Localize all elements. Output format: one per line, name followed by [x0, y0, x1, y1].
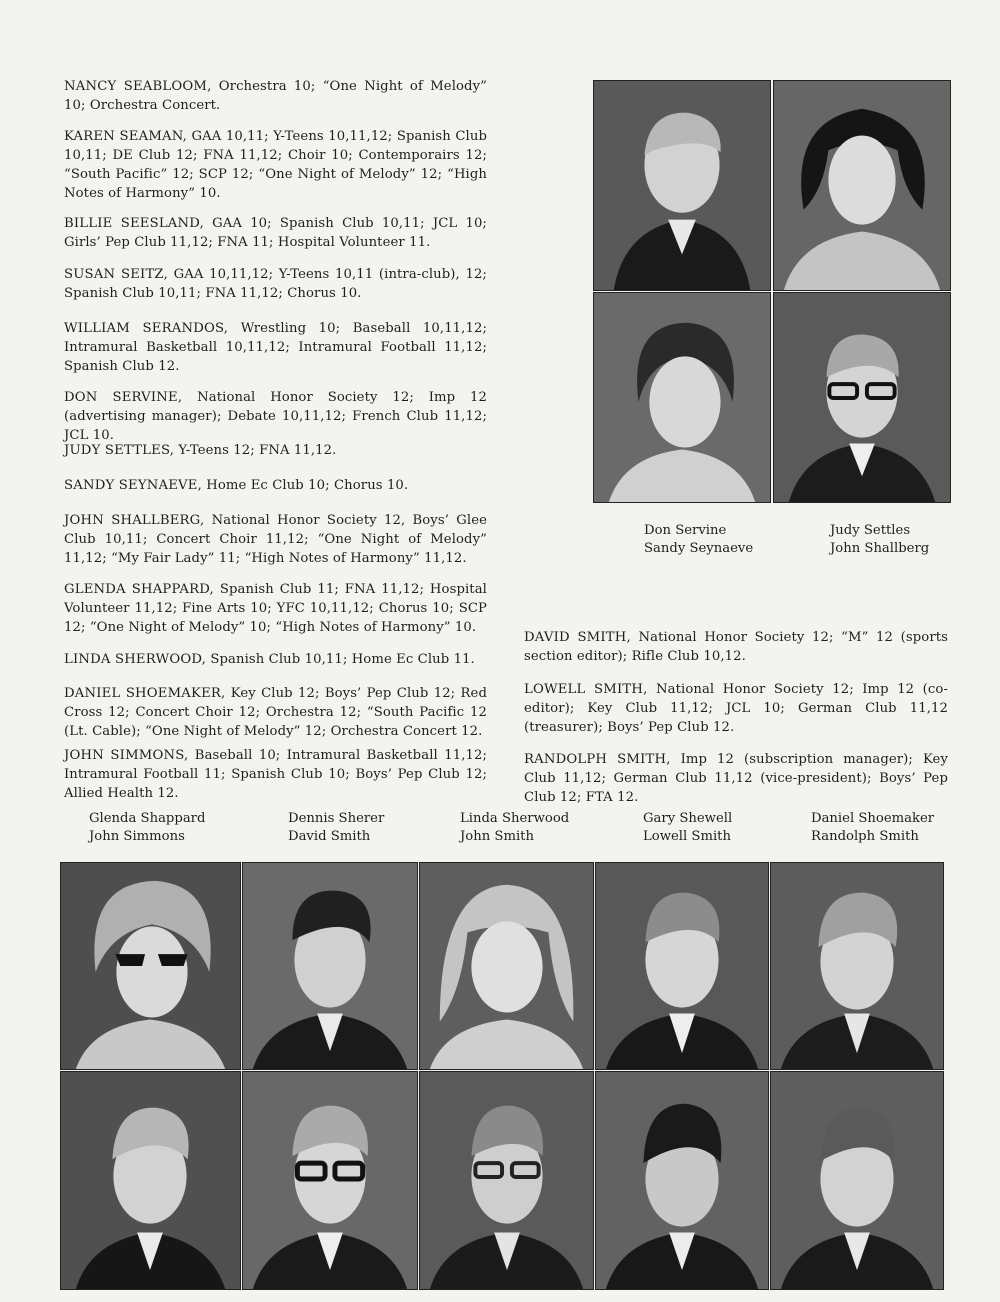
caption-line-1: Daniel Shoemaker	[811, 811, 935, 826]
caption-bottom-2	[288, 810, 384, 846]
portrait-john-shallberg	[773, 292, 951, 503]
bio-billie-seesland: BILLIE SEESLAND, GAA 10; Spanish Club 10,11; JCL 10; Girls’ Pep Club 11,12; FNA 11; Hospital Volunteer 11.	[64, 216, 487, 250]
caption-line-2: Lowell Smith	[643, 829, 731, 844]
portrait-dennis-sherer	[242, 862, 418, 1070]
portrait-david-smith	[242, 1071, 418, 1290]
portrait-daniel-shoemaker	[770, 862, 944, 1070]
portrait-gary-shewell	[595, 862, 769, 1070]
caption-line-1: Glenda Shappard	[89, 811, 206, 826]
bio-randolph-smith: RANDOLPH SMITH, Imp 12 (subscription manager); Key Club 11,12; German Club 11,12 (vice-president); Boys’ Pep Club 12; FTA 12.	[524, 752, 948, 805]
bio-william-serandos: WILLIAM SERANDOS, Wrestling 10; Baseball 10,11,12; Intramural Basketball 10,11,12; Intramural Football 11,12; Spanish Club 12.	[64, 321, 487, 374]
portrait-john-smith	[419, 1071, 594, 1290]
caption-line-1: Don Servine	[644, 523, 727, 538]
caption-line-1: Linda Sherwood	[460, 811, 570, 826]
bio-daniel-shoemaker: DANIEL SHOEMAKER, Key Club 12; Boys’ Pep Club 12; Red Cross 12; Concert Choir 12; Orchestra 12; “South Pacific 12 (Lt. Cable); “One Night of Melody” 12; Orchestra Concert 12.	[64, 686, 487, 739]
bio-john-shallberg: JOHN SHALLBERG, National Honor Society 12, Boys’ Glee Club 10,11; Concert Choir 11,12; “One Night of Melody” 11,12; “My Fair Lady” 11; “High Notes of Harmony” 11,12.	[64, 513, 488, 566]
portrait-linda-sherwood	[419, 862, 594, 1070]
caption-line-1: Gary Shewell	[643, 811, 733, 826]
caption-top-2	[830, 522, 929, 558]
bio-nancy-seabloom: NANCY SEABLOOM, Orchestra 10; “One Night of Melody” 10; Orchestra Concert.	[64, 79, 487, 113]
caption-line-2: Randolph Smith	[811, 829, 919, 844]
bio-karen-seaman: KAREN SEAMAN, GAA 10,11; Y-Teens 10,11,12; Spanish Club 10,11; DE Club 12; FNA 11,12; Choir 10; Contemporairs 12; “South Pacific” 12; SCP 12; “One Night of Melody” 12; “High Notes of Harmony” 10.	[64, 129, 487, 201]
bio-john-simmons: JOHN SIMMONS, Baseball 10; Intramural Basketball 11,12; Intramural Football 11; Spanish Club 10; Boys’ Pep Club 12; Allied Health 12.	[64, 748, 488, 801]
caption-line-2: John Simmons	[89, 829, 185, 844]
caption-line-1: Judy Settles	[830, 523, 911, 538]
bio-lowell-smith: LOWELL SMITH, National Honor Society 12; Imp 12 (co-editor); Key Club 11,12; JCL 10; German Club 11,12 (treasurer); Boys’ Pep Club 12.	[524, 682, 948, 735]
bio-judy-settles: JUDY SETTLES, Y-Teens 12; FNA 11,12.	[64, 443, 337, 458]
portrait-john-simmons	[60, 1071, 241, 1290]
caption-top-1	[644, 522, 753, 558]
portrait-glenda-shappard	[60, 862, 241, 1070]
portrait-judy-settles	[773, 80, 951, 291]
bio-david-smith: DAVID SMITH, National Honor Society 12; “M” 12 (sports section editor); Rifle Club 10,12.	[524, 630, 948, 664]
portrait-randolph-smith	[770, 1071, 944, 1290]
caption-bottom-4	[643, 810, 732, 846]
portrait-sandy-seynaeve	[593, 292, 771, 503]
caption-bottom-1	[89, 810, 205, 846]
bio-don-servine: DON SERVINE, National Honor Society 12; Imp 12 (advertising manager); Debate 10,11,12; French Club 11,12; JCL 10.	[64, 390, 487, 443]
portrait-don-servine	[593, 80, 771, 291]
caption-bottom-3	[460, 810, 569, 846]
caption-line-2: John Shallberg	[830, 541, 930, 556]
bio-linda-sherwood: LINDA SHERWOOD, Spanish Club 10,11; Home Ec Club 11.	[64, 652, 475, 667]
bio-susan-seitz: SUSAN SEITZ, GAA 10,11,12; Y-Teens 10,11 (intra-club), 12; Spanish Club 10,11; FNA 11,12; Chorus 10.	[64, 267, 487, 301]
portrait-lowell-smith	[595, 1071, 769, 1290]
caption-line-2: Sandy Seynaeve	[644, 541, 754, 556]
caption-bottom-5	[811, 810, 934, 846]
caption-line-1: Dennis Sherer	[288, 811, 385, 826]
caption-line-2: John Smith	[460, 829, 534, 844]
bio-sandy-seynaeve: SANDY SEYNAEVE, Home Ec Club 10; Chorus 10.	[64, 478, 409, 493]
bio-glenda-shappard: GLENDA SHAPPARD, Spanish Club 11; FNA 11,12; Hospital Volunteer 11,12; Fine Arts 10; YFC 10,11,12; Chorus 10; SCP 12; “One Night of Melody” 10; “High Notes of Harmony” 10.	[64, 582, 487, 635]
caption-line-2: David Smith	[288, 829, 371, 844]
